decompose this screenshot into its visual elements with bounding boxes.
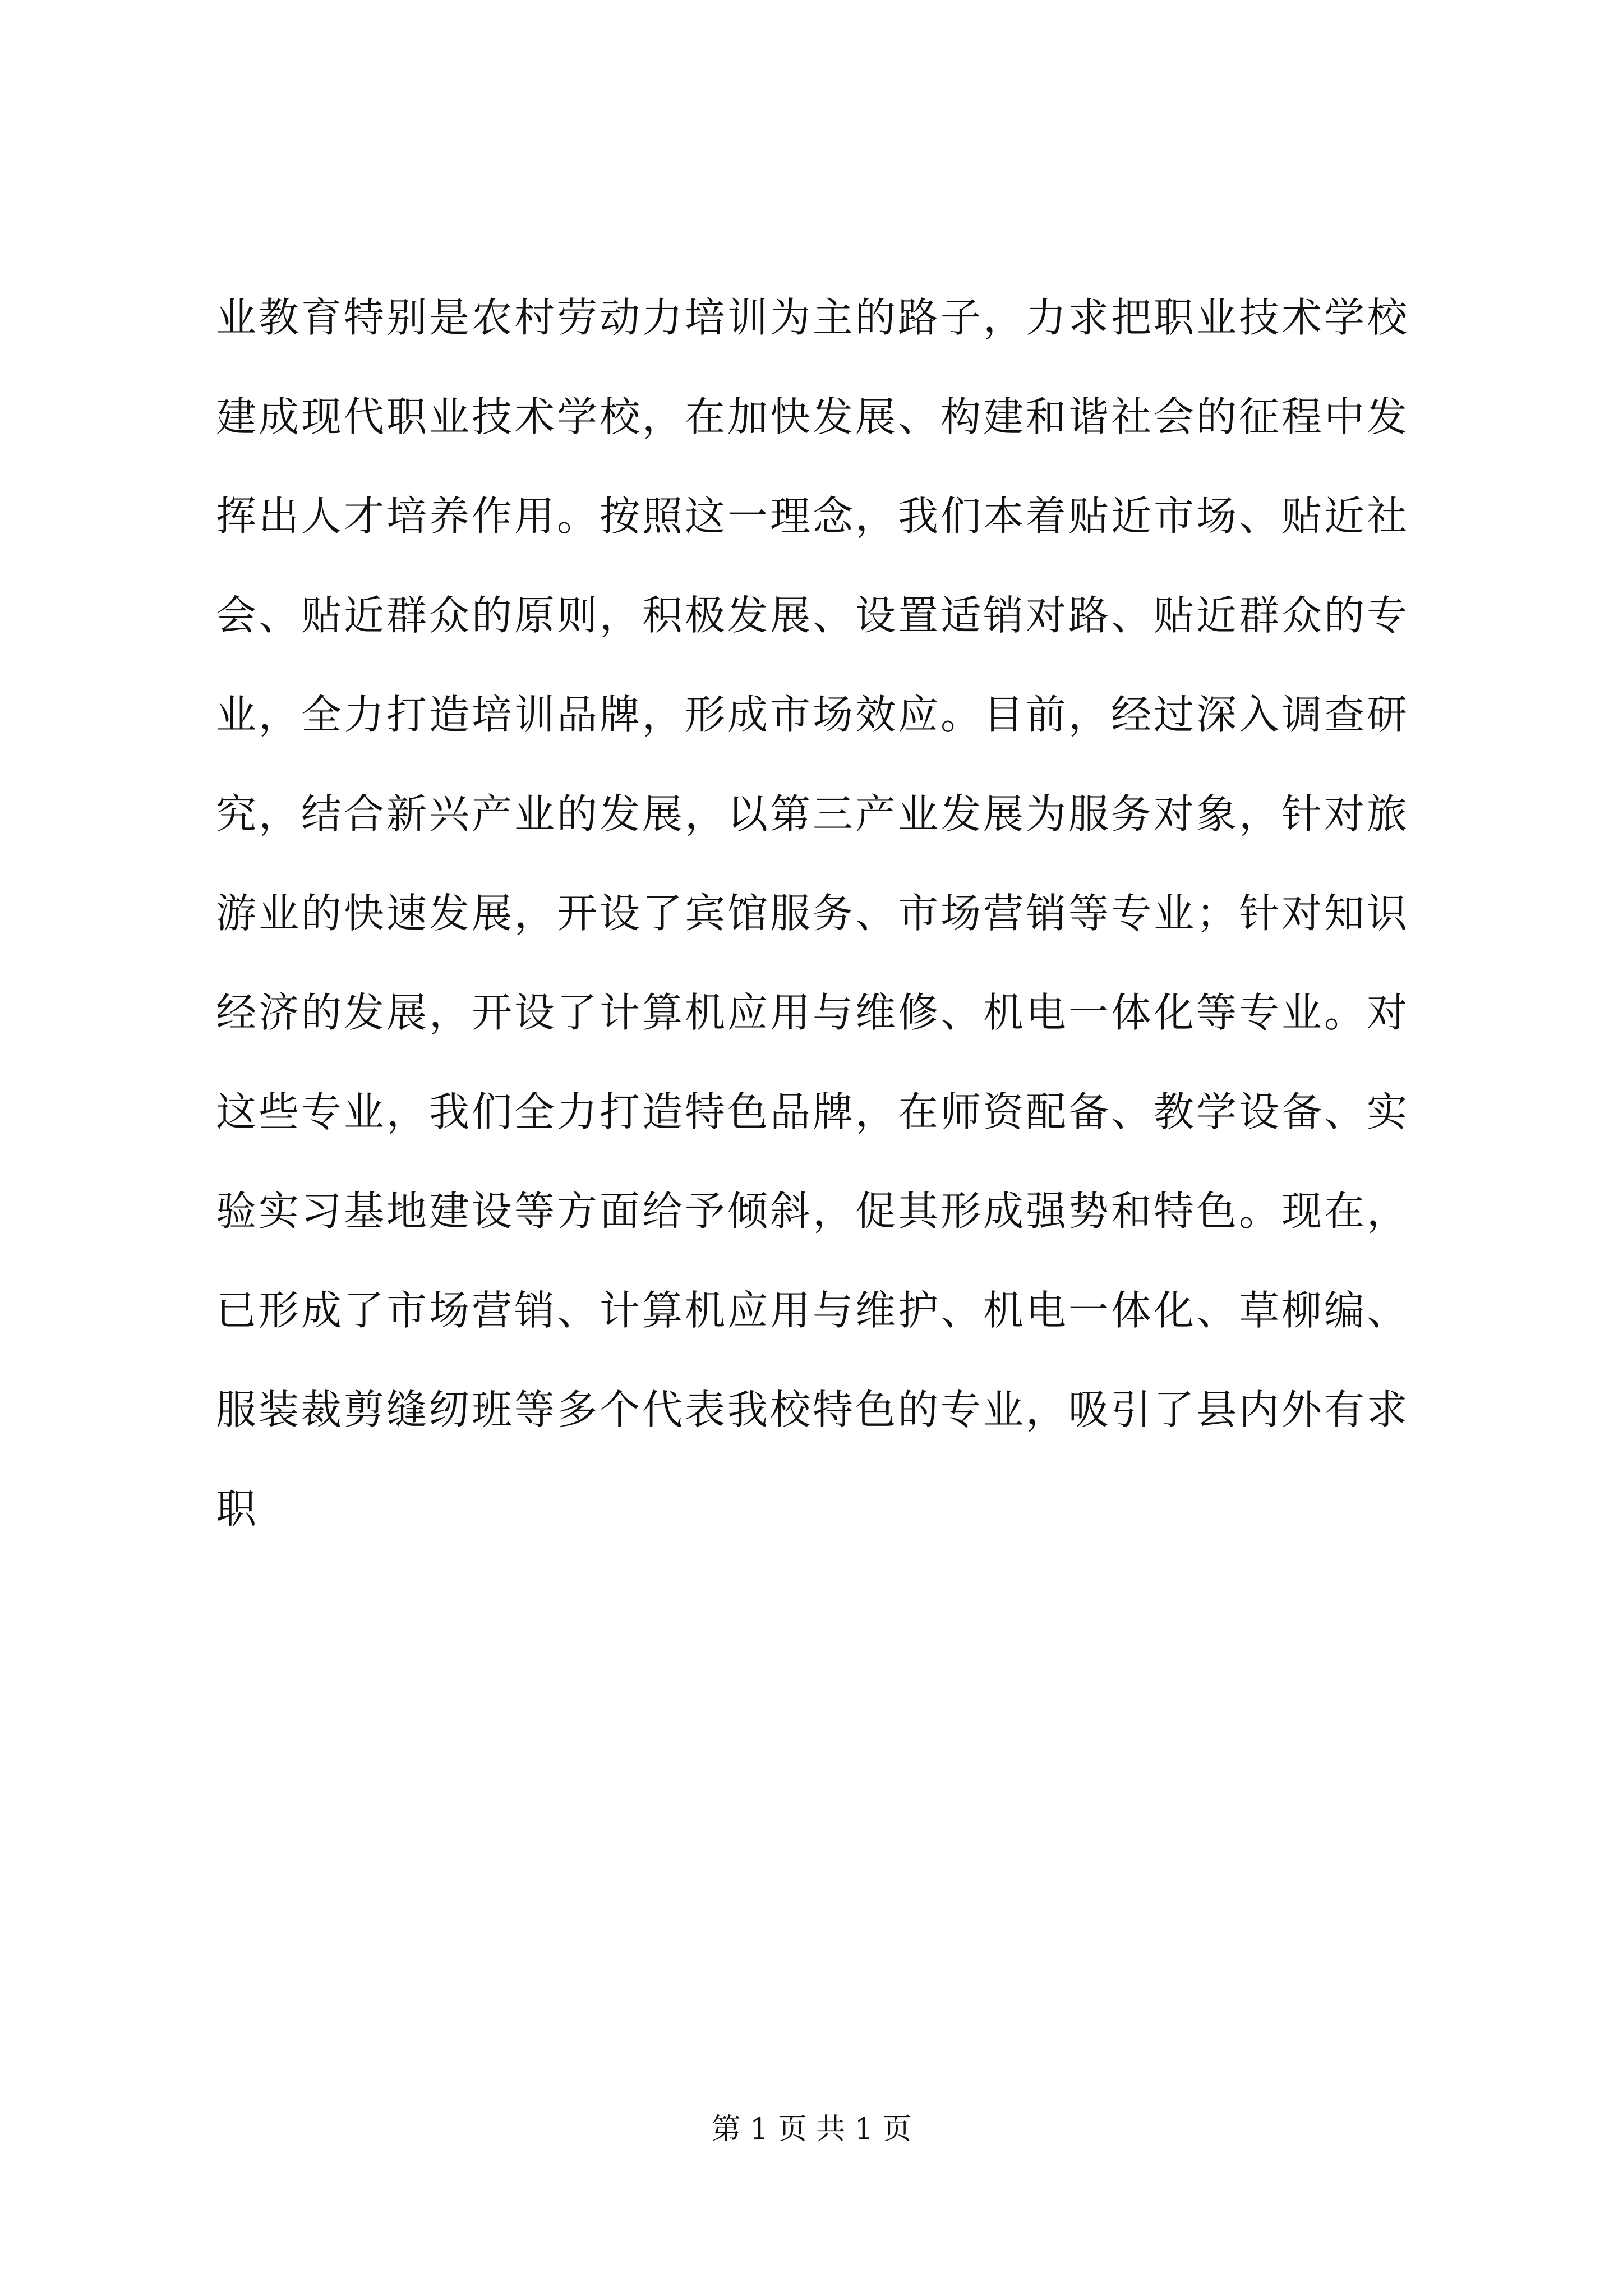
text-line-4: 会、贴近群众的原则，积极发展、设置适销对路、贴近群众的专: [216, 592, 1410, 639]
body-paragraph: [216, 268, 1427, 1559]
text-line-12: 服装裁剪缝纫班等多个代表我校特色的专业，吸引了县内外有求: [216, 1386, 1410, 1433]
text-line-13: 职: [216, 1485, 259, 1533]
text-line-10: 验实习基地建设等方面给予倾斜，促其形成强势和特色。现在，: [216, 1188, 1410, 1235]
text-line-6: 究，结合新兴产业的发展，以第三产业发展为服务对象，针对旅: [216, 790, 1410, 838]
text-line-2: 建成现代职业技术学校，在加快发展、构建和谐社会的征程中发: [216, 393, 1410, 440]
text-line-8: 经济的发展，开设了计算机应用与维修、机电一体化等专业。对: [216, 989, 1410, 1036]
text-line-9: 这些专业，我们全力打造特色品牌，在师资配备、教学设备、实: [216, 1088, 1410, 1135]
text-line-3: 挥出人才培养作用。按照这一理念，我们本着贴近市场、贴近社: [216, 493, 1410, 540]
text-line-1: 业教育特别是农村劳动力培训为主的路子，力求把职业技术学校: [216, 294, 1410, 341]
text-line-7: 游业的快速发展，开设了宾馆服务、市场营销等专业；针对知识: [216, 890, 1410, 937]
text-line-11: 已形成了市场营销、计算机应用与维护、机电一体化、草柳编、: [216, 1287, 1410, 1334]
text-line-5: 业，全力打造培训品牌，形成市场效应。目前，经过深入调查研: [216, 691, 1410, 738]
page-footer: 第 1 页 共 1 页: [711, 2113, 912, 2146]
